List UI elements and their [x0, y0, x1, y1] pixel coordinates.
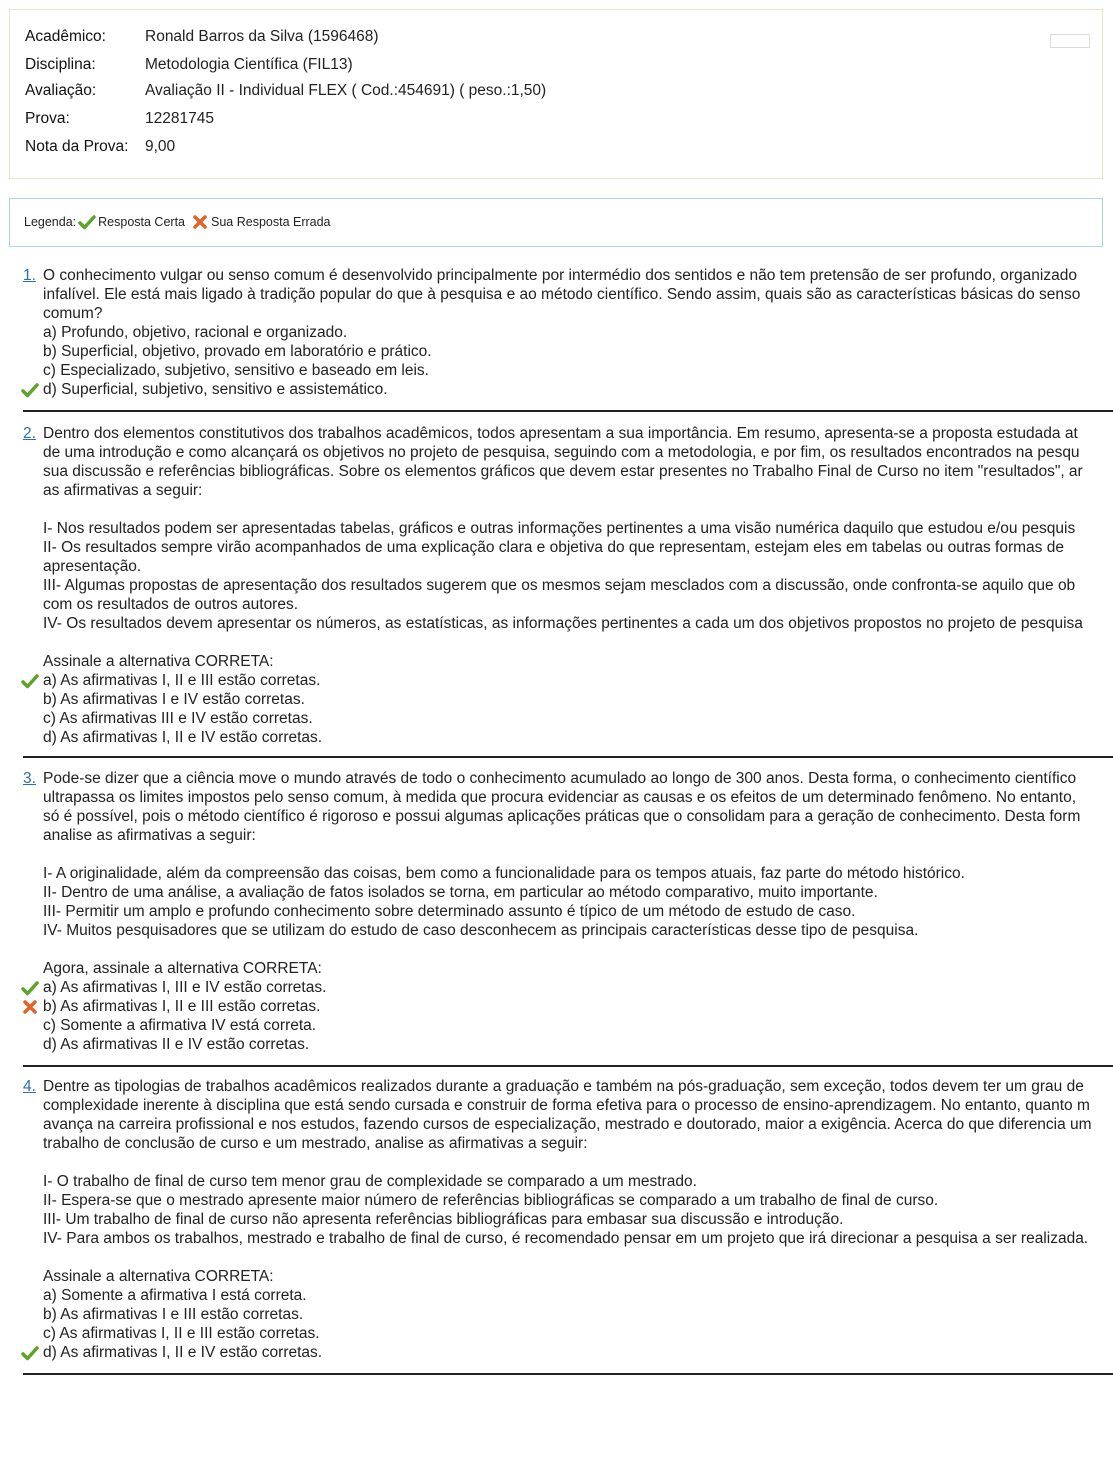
question-text-line: II- Os resultados sempre virão acompanhados de uma explicação clara e objetiva do que representam, estejam eles em tabelas ou outras formas de — [43, 539, 1064, 556]
check-icon — [21, 673, 39, 689]
answer-option — [43, 1286, 1113, 1305]
question-text-line: sua discussão e referências bibliográficas. Sobre os elementos gráficos que devem estar presentes no Trabalho Final de Curso no item "resultados", ar — [43, 463, 1083, 480]
question-text-line — [43, 940, 1113, 959]
question-text-line: ultrapassa os limites impostos pelo senso comum, à medida que procura evidenciar as causas e os efeitos de um determinado fenômeno. No entanto, — [43, 789, 1077, 806]
answer-option-text: b) Superficial, objetivo, provado em laboratório e prático. — [43, 343, 432, 360]
answer-option-text: c) As afirmativas I, II e III estão corretas. — [43, 1325, 320, 1342]
question-text-line: Assinale a alternativa CORRETA: — [43, 653, 274, 670]
question-text-line: complexidade inerente à disciplina que está sendo cursada e construir de forma efetiva para o processo de ensino-aprendizagem. No entanto, quanto m — [43, 1097, 1090, 1114]
question-body — [43, 266, 1113, 399]
answer-option — [43, 380, 1113, 399]
answer-option-text: a) Somente a afirmativa I está correta. — [43, 1287, 307, 1304]
question-text-line — [43, 633, 1113, 652]
question-text-line: apresentação. — [43, 558, 142, 575]
answer-option — [43, 671, 1113, 690]
question-text-line: infalível. Ele está mais ligado à tradição popular do que à pesquisa e ao método científico. Sendo assim, quais são as características básicas do senso — [43, 286, 1081, 303]
question-text-line — [43, 500, 1113, 519]
answer-option-text: c) As afirmativas III e IV estão corretas. — [43, 710, 313, 727]
answer-option-text: d) Superficial, subjetivo, sensitivo e assistemático. — [43, 381, 388, 398]
question-text-line: Assinale a alternativa CORRETA: — [43, 1268, 274, 1285]
question-text-line: O conhecimento vulgar ou senso comum é desenvolvido principalmente por intermédio dos sentidos e não tem pretensão de ser profundo, organizado — [43, 267, 1077, 284]
answer-option — [43, 1305, 1113, 1324]
info-label: Nota da Prova: — [25, 138, 129, 155]
answer-option-text: b) As afirmativas I, II e III estão corretas. — [43, 998, 321, 1015]
question-text-line: analise as afirmativas a seguir: — [43, 827, 256, 844]
cross-icon — [191, 214, 209, 230]
exam-id: 12281745 — [145, 110, 214, 127]
question-number-link[interactable]: 1. — [23, 267, 36, 284]
question-divider — [23, 1373, 1113, 1375]
answer-option — [43, 1324, 1113, 1343]
answer-option — [43, 709, 1113, 728]
question-body — [43, 769, 1113, 1054]
question-text-line — [43, 845, 1113, 864]
question-text-line: III- Permitir um amplo e profundo conhecimento sobre determinado assunto é típico de um método de estudo de caso. — [43, 903, 856, 920]
answer-option — [43, 1016, 1113, 1035]
course-name: Metodologia Científica (FIL13) — [145, 56, 353, 73]
question-body — [43, 424, 1113, 747]
answer-option — [43, 690, 1113, 709]
question-text-line: comum? — [43, 305, 103, 322]
question-text-line: só é possível, pois o método científico é rigoroso e possui algumas aplicações práticas que o consolidam para a geração de conhecimento. Desta form — [43, 808, 1081, 825]
question-text-line: avança na carreira profissional e nos estudos, fazendo cursos de especialização, mestrado e doutorado, maior a exigência. Acerca do que diferencia um — [43, 1116, 1092, 1133]
question-text-line: de uma introdução e como alcançará os objetivos no projeto de pesquisa, seguindo com a metodologia, e por fim, os resultados encontrados na pesqu — [43, 444, 1080, 461]
question-text-line: III- Algumas propostas de apresentação dos resultados sugerem que os mesmos sejam mesclados com a discussão, onde confronta-se aquilo que ob — [43, 577, 1076, 594]
answer-option — [43, 978, 1113, 997]
question-text-line: Pode-se dizer que a ciência move o mundo através de todo o conhecimento acumulado ao longo de 300 anos. Desta forma, o conhecimento científico — [43, 770, 1077, 787]
question-text-line: as afirmativas a seguir: — [43, 482, 203, 499]
exam-grade: 9,00 — [145, 138, 176, 155]
question-text-line: III- Um trabalho de final de curso não apresenta referências bibliográficas para embasar sua discussão e introdução. — [43, 1211, 844, 1228]
exam-info-panel — [9, 9, 1103, 179]
question-text-line — [43, 1153, 1113, 1172]
question-body — [43, 1077, 1113, 1362]
info-label: Disciplina: — [25, 56, 96, 73]
question-divider — [23, 1065, 1113, 1067]
question-text-line — [43, 1248, 1113, 1267]
question-text-line: IV- Muitos pesquisadores que se utilizam do estudo de caso desconhecem as principais características desse tipo de pesquisa. — [43, 922, 919, 939]
question-text-line: IV- Para ambos os trabalhos, mestrado e trabalho de final de curso, é recomendado pensar em um projeto que irá direcionar a pesquisa a ser realizada. — [43, 1230, 1089, 1247]
question-text-line: Dentro dos elementos constitutivos dos trabalhos acadêmicos, todos apresentam a sua importância. Em resumo, apresenta-se a proposta estudada at — [43, 425, 1078, 442]
info-label: Prova: — [25, 110, 70, 127]
corner-button[interactable] — [1050, 34, 1090, 48]
check-icon — [21, 980, 39, 996]
info-label: Avaliação: — [25, 82, 97, 99]
check-icon — [21, 382, 39, 398]
legend-correct-label: Resposta Certa — [98, 215, 185, 229]
question-divider — [23, 410, 1113, 412]
question-text-line: trabalho de conclusão de curso e um mestrado, analise as afirmativas a seguir: — [43, 1135, 588, 1152]
check-icon — [21, 1345, 39, 1361]
question-text-line: Dentre as tipologias de trabalhos acadêmicos realizados durante a graduação e também na pós-graduação, sem exceção, todos devem ter um grau de — [43, 1078, 1084, 1095]
answer-option-text: a) As afirmativas I, III e IV estão corretas. — [43, 979, 327, 996]
legend-panel — [9, 198, 1103, 247]
legend — [24, 214, 331, 230]
question-text-line: Agora, assinale a alternativa CORRETA: — [43, 960, 322, 977]
answer-option-text: b) As afirmativas I e IV estão corretas. — [43, 691, 305, 708]
answer-option — [43, 323, 1113, 342]
question-number-link[interactable]: 4. — [23, 1078, 36, 1095]
answer-option — [43, 728, 1113, 747]
answer-option-text: d) As afirmativas I, II e IV estão corretas. — [43, 729, 323, 746]
answer-option-text: c) Somente a afirmativa IV está correta. — [43, 1017, 317, 1034]
cross-icon — [21, 999, 39, 1015]
question-number-link[interactable]: 2. — [23, 425, 36, 442]
answer-option — [43, 997, 1113, 1016]
question-text-line: com os resultados de outros autores. — [43, 596, 299, 613]
answer-option-text: a) Profundo, objetivo, racional e organizado. — [43, 324, 348, 341]
question-divider — [23, 756, 1113, 758]
answer-option — [43, 361, 1113, 380]
answer-option — [43, 1343, 1113, 1362]
info-label: Acadêmico: — [25, 28, 106, 45]
question-text-line: IV- Os resultados devem apresentar os números, as estatísticas, as informações pertinentes a cada um dos objetivos propostos no projeto de pesquisa — [43, 615, 1083, 632]
student-name: Ronald Barros da Silva (1596468) — [145, 28, 379, 45]
question-text-line: I- A originalidade, além da compreensão das coisas, bem como a funcionalidade para os tempos atuais, faz parte do método histórico. — [43, 865, 965, 882]
question-text-line: II- Dentro de uma análise, a avaliação de fatos isolados se torna, em particular ao método comparativo, muito importante. — [43, 884, 878, 901]
evaluation-name: Avaliação II - Individual FLEX ( Cod.:454691) ( peso.:1,50) — [145, 82, 547, 99]
answer-option-text: c) Especializado, subjetivo, sensitivo e baseado em leis. — [43, 362, 429, 379]
question-text-line: II- Espera-se que o mestrado apresente maior número de referências bibliográficas se comparado a um trabalho de final de curso. — [43, 1192, 939, 1209]
answer-option — [43, 342, 1113, 361]
check-icon — [78, 214, 96, 230]
legend-wrong-label: Sua Resposta Errada — [211, 215, 331, 229]
question-text-line: I- Nos resultados podem ser apresentadas tabelas, gráficos e outras informações pertinentes a uma visão numérica daquilo que estudou e/ou pesquis — [43, 520, 1076, 537]
answer-option-text: a) As afirmativas I, II e III estão corretas. — [43, 672, 321, 689]
answer-option-text: d) As afirmativas II e IV estão corretas. — [43, 1036, 310, 1053]
question-number-link[interactable]: 3. — [23, 770, 36, 787]
answer-option — [43, 1035, 1113, 1054]
answer-option-text: b) As afirmativas I e III estão corretas. — [43, 1306, 304, 1323]
answer-option-text: d) As afirmativas I, II e IV estão corretas. — [43, 1344, 323, 1361]
legend-prefix: Legenda: — [24, 215, 77, 229]
question-text-line: I- O trabalho de final de curso tem menor grau de complexidade se comparado a um mestrado. — [43, 1173, 697, 1190]
